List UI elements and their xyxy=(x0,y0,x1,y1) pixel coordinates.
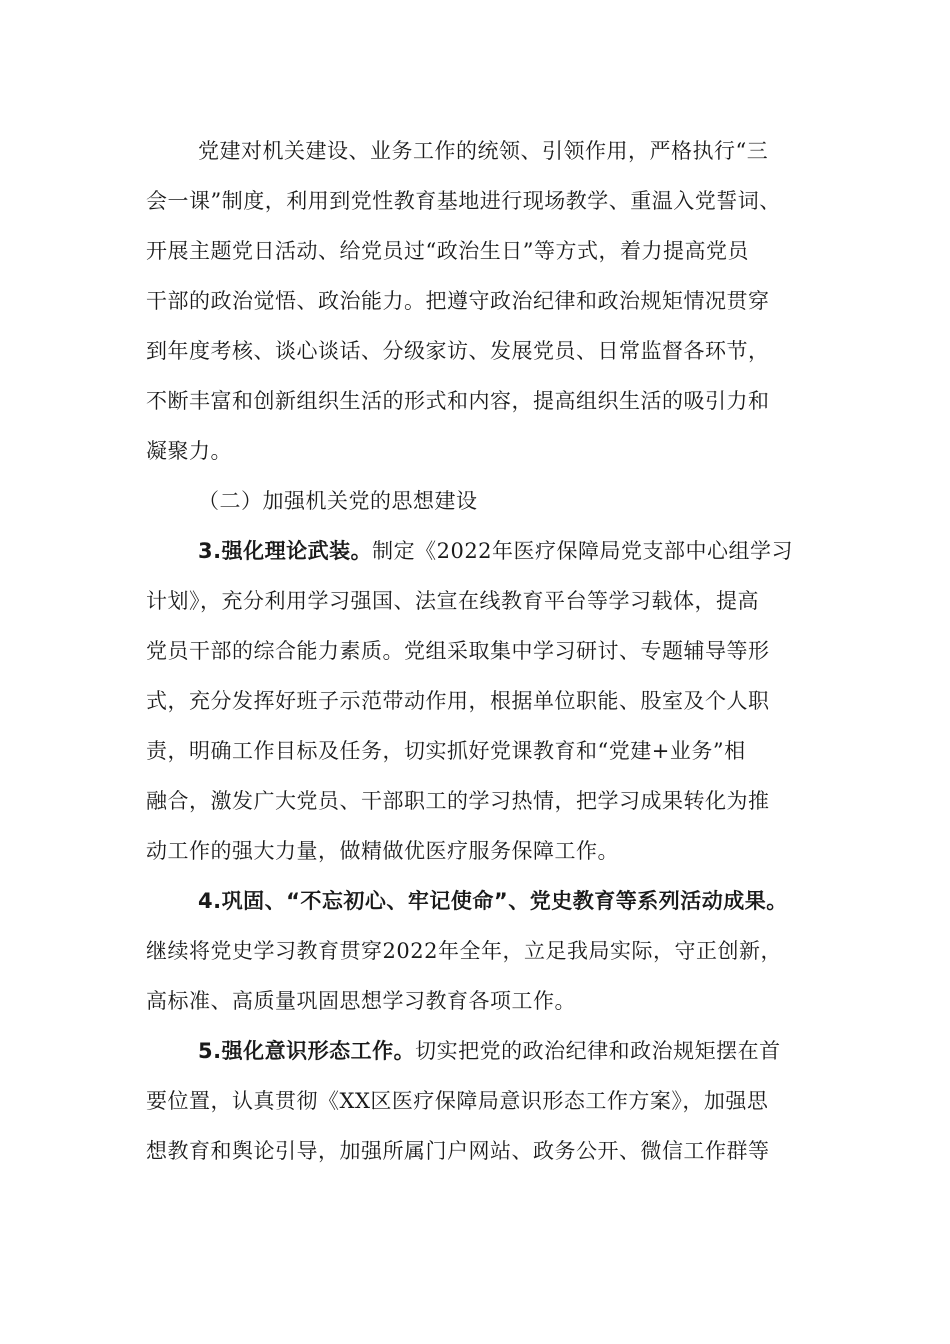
item5-first-line-rest: 切实把党的政治纪律和政治规矩摆在首 xyxy=(415,1039,781,1063)
item3-first-line xyxy=(198,537,793,565)
paragraph1-line-3: 开展主题党日活动、给党员过“政治生日”等方式，着力提高党员 xyxy=(146,239,749,263)
paragraph1-line-5: 到年度考核、谈心谈话、分级家访、发展党员、日常监督各环节， xyxy=(146,339,770,363)
item4-line-3: 高标准、高质量巩固思想学习教育各项工作。 xyxy=(146,989,576,1013)
item5-title: 5.强化意识形态工作。 xyxy=(198,1039,416,1063)
paragraph1-line-1: 党建对机关建设、业务工作的统领、引领作用，严格执行“三 xyxy=(198,139,769,163)
item3-line-4: 式，充分发挥好班子示范带动作用，根据单位职能、股室及个人职 xyxy=(146,689,770,713)
item3-line-6: 融合，激发广大党员、干部职工的学习热情，把学习成果转化为推 xyxy=(146,789,770,813)
item5-first-line xyxy=(198,1037,781,1065)
item5-line-2: 要位置，认真贯彻《XX区医疗保障局意识形态工作方案》，加强思 xyxy=(146,1089,769,1113)
paragraph1-line-2: 会一课”制度，利用到党性教育基地进行现场教学、重温入党誓词、 xyxy=(146,189,781,213)
item4-line-2: 继续将党史学习教育贯穿2022年全年，立足我局实际，守正创新， xyxy=(146,939,782,963)
item3-line-7: 动工作的强大力量，做精做优医疗服务保障工作。 xyxy=(146,839,619,863)
item3-title: 3.强化理论武装。 xyxy=(198,539,373,563)
item3-line-3: 党员干部的综合能力素质。党组采取集中学习研讨、专题辅导等形 xyxy=(146,639,770,663)
paragraph1-line-6: 不断丰富和创新组织生活的形式和内容，提高组织生活的吸引力和 xyxy=(146,389,770,413)
paragraph1-line-7: 凝聚力。 xyxy=(146,439,232,463)
item3-first-line-rest: 制定《2022年医疗保障局党支部中心组学习 xyxy=(372,539,794,563)
paragraph1-line-4: 干部的政治觉悟、政治能力。把遵守政治纪律和政治规矩情况贯穿 xyxy=(146,289,770,313)
item3-line-2: 计划》，充分利用学习强国、法宣在线教育平台等学习载体，提高 xyxy=(146,589,759,613)
item5-line-3: 想教育和舆论引导，加强所属门户网站、政务公开、微信工作群等 xyxy=(146,1139,770,1163)
section-heading: （二）加强机关党的思想建设 xyxy=(198,489,478,513)
item3-line-5: 责，明确工作目标及任务，切实抓好党课教育和“党建+业务”相 xyxy=(146,739,746,763)
item4-title: 4.巩固、“不忘初心、牢记使命”、党史教育等系列活动成果。 xyxy=(198,889,788,913)
